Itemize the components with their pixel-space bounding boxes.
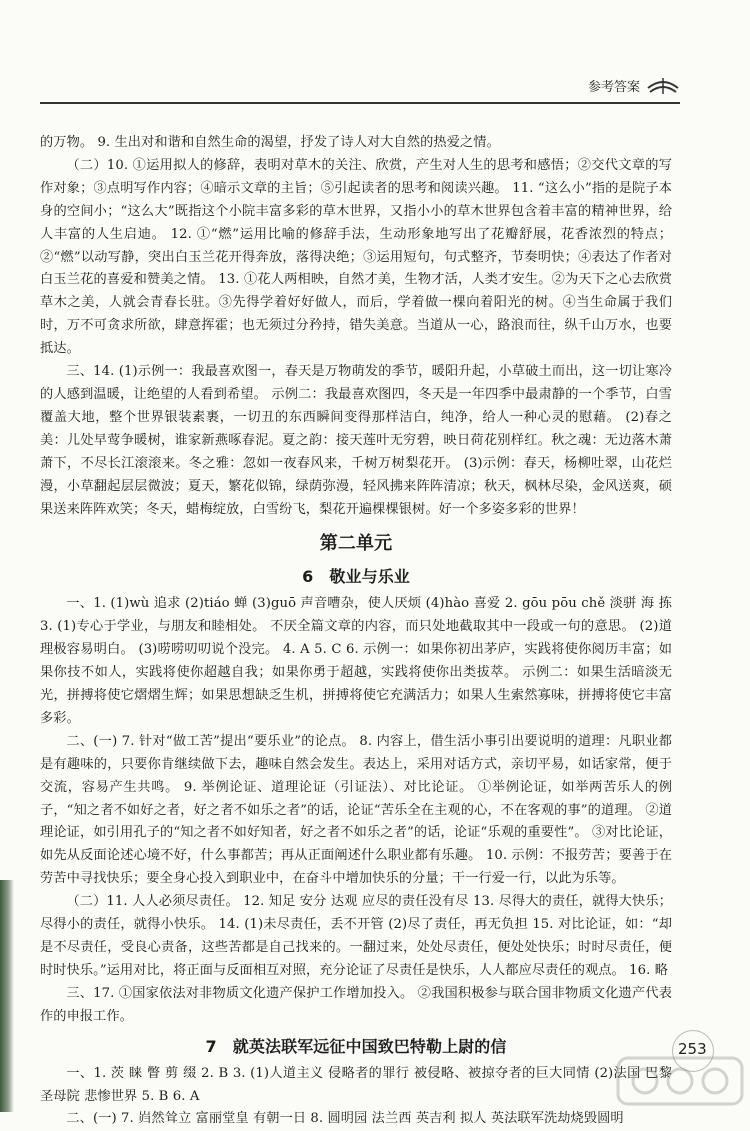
lesson-7-title: 7 就英法联军远征中国致巴特勒上尉的信 (205, 1036, 507, 1056)
watermark-logo-icon (610, 1052, 750, 1112)
page-header (40, 70, 680, 104)
unit-title: 第二单元 (319, 533, 393, 555)
lesson-6-part-two-b: （二）11. 人人必须尽责任。 12. 知足 安分 达观 应尽的责任没有尽 13. 尽得大的责任，就得大快乐；尽得小的责任，就得小快乐。 14. (1)未尽责任，丢不开管 (2)尽了责任，再无负担 15. 对比论证，如：“却是不尽责任，受良心责备，这些苦都是自己找来的。一翻过来，处处尽责任，便处处快乐；时时尽责任，便时时快乐。”运用对比，将正面与反面相互对照，充分论证了尽责任是快乐，人人都应尽责任的观点。 16. 略 (40, 894, 672, 978)
paragraph-part-three: 三、14. (1)示例一：我最喜欢图一，春天是万物萌发的季节，暖阳升起，小草破土而出，这一切让寒冷的人感到温暖，让绝望的人看到希望。 示例二：我最喜欢图四，冬天是一年四季中最肃静的一个季节，白雪覆盖大地，整个世界银装素裹，一切丑的东西瞬间变得那样洁白，纯净，给人一种心灵的慰藉。 (2)春之美：儿处早莺争暖树，谁家新燕啄春泥。夏之韵：接天莲叶无穷碧，映日荷花别样红。秋之魂：无边落木萧萧下，不尽长江滚滚来。冬之雅：忽如一夜春风来，千树万树梨花开。 (3)示例：春天，杨柳吐翠，山花烂漫，小草翻起层层微波；夏天，繁花似锦，绿荫弥漫，轻风拂来阵阵清凉；秋天，枫林尽染，金风送爽，硕果送来阵阵欢笑；冬天，蜡梅绽放，白雪纷飞，梨花开遍棵棵银树。好一个多姿多彩的世界！ (40, 364, 672, 517)
header-title: 参考答案 (587, 80, 640, 95)
paragraph-continued: 的万物。 9. 生出对和谐和自然生命的渴望，抒发了诗人对大自然的热爱之情。 (40, 135, 500, 150)
book-logo-icon (646, 72, 680, 96)
lesson-6-part-two-a: 二、(一) 7. 针对“做工苦”提出“要乐业”的论点。 8. 内容上，借生活小事引出要说明的道理：凡职业都是有趣味的，只要你肯继续做下去，趣味自然会发生。表达上，采用对话方式，亲切平易，如话家常，便于交流，容易产生共鸣。 9. 举例论证、道理论证（引证法）、对比论证。 ①举例论证，如举两苦乐人的例子，“知之者不如好之者，好之者不如乐之者”的话，论证“苦乐全在主观的心，不在客观的事”的道理。 ②道理论证，如引用孔子的“知之者不如好知者，好之者不如乐之者”的话，论证“乐观的重要性”。 ③对比论证，如先从反面论述心境不好，什么事都苦；再从正面阐述什么职业都有乐趣。 10. 示例：不报劳苦；要善于在劳苦中寻找快乐；要全身心投入到职业中，在奋斗中增加快乐的分量；干一行爱一行，以此为乐等。 (40, 733, 672, 887)
lesson-6-title: 6 敬业与乐业 (302, 567, 410, 587)
answer-content (40, 132, 672, 1131)
lesson-6-part-three: 三、17. ①国家依法对非物质文化遗产保护工作增加投入。 ②我国积极参与联合国非物质文化遗产代表作的申报工作。 (40, 985, 672, 1024)
page-number: 253 (678, 1040, 707, 1058)
lesson-7-part-two: 二、(一) 7. 岿然耸立 富丽堂皇 有朝一日 8. 圆明园 法兰西 英吉利 拟人 英法联军洗劫烧毁圆明 (66, 1111, 624, 1127)
page-binding-edge (0, 880, 14, 1112)
lesson-6-part-one: 一、1. (1)wù 追求 (2)tiáo 蝉 (3)guō 声音嘈杂，使人厌烦 (4)hào 喜爱 2. gōu pōu chě 淡骈 海 拣 3. (1)专心于学业，与朋友和睦相处。 不厌全篇文章的内容，而只处地截取其中一段或一句的意思。 (2)道理极容易明白。 (3)唠唠叨叨说个没完。 4. A 5. C 6. 示例一：如果你初出茅庐，实践将使你阅历丰富；如果你技不如人，实践将使你超越自我；如果你勇于超越，实践将使你出类拔萃。 示例二：如果生活暗淡无光，拼搏将使它熠熠生辉；如果思想缺乏生机，拼搏将使它充满活力；如果人生索然寡味，拼搏将使它丰富多彩。 (40, 596, 672, 726)
paragraph-part-two: （二）10. ①运用拟人的修辞，表明对草木的关注、欣赏，产生对人生的思考和感悟；②交代文章的写作对象；③点明写作内容；④暗示文章的主旨；⑤引起读者的思考和阅读兴趣。 11. “这么小”指的是院子本身的空间小；“这么大”既指这个小院丰富多彩的草木世界，又指小小的草木世界包含着丰富的精神世界，给人丰富的人生启迪。 12. ①“燃”运用比喻的修辞手法，生动形象地写出了花瓣舒展，花香浓烈的特点；②“燃”以动写静，突出白玉兰花开得奔放，落得决绝；③运用短句，句式整齐，节奏明快；④表达了作者对白玉兰花的喜爱和赞美之情。 13. ①花人两相映，自然才美，生物才活，人类才安生。②为天下之心去欣赏草木之美，人就会青春长驻。③先得学着好好做人，而后，学着做一棵向着阳光的树。④当生命属于我们时，万不可贪求所欲，肆意挥霍；也无须过分矜持，错失美意。当道从一心，路浪而往，纵千山万水，也要抵达。 (40, 157, 672, 357)
lesson-7-part-one: 一、1. 茨 睐 瞥 剪 缀 2. B 3. (1)人道主义 侵略者的罪行 被侵略、被掠夺者的巨大同情 (2)法国 巴黎圣母院 悲惨世界 5. B 6. A (40, 1065, 672, 1104)
